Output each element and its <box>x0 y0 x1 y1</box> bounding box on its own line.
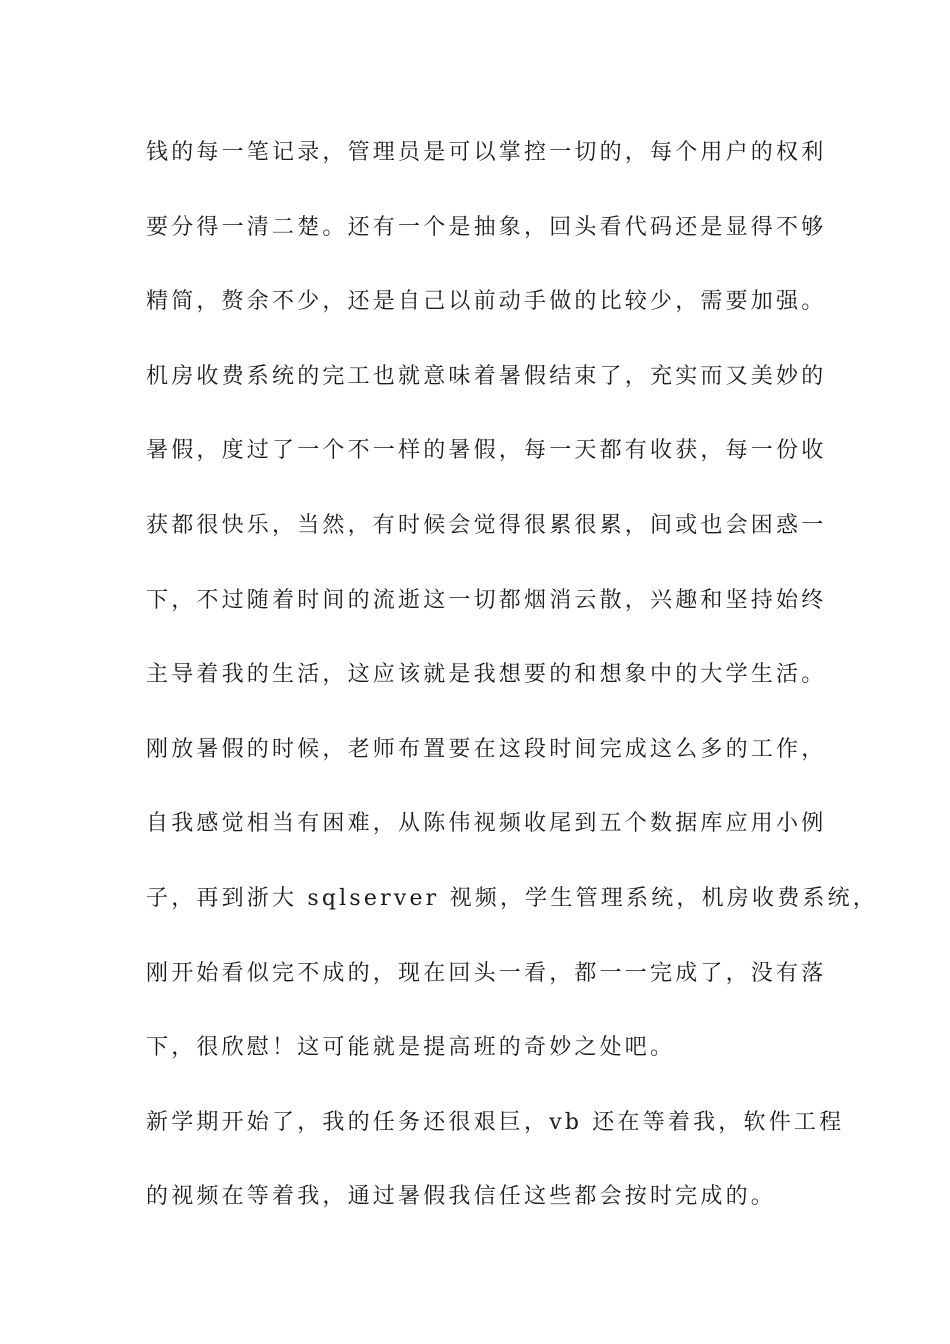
body-text <box>146 133 878 1252</box>
text-line: 自我感觉相当有困难，从陈伟视频收尾到五个数据库应用小例 <box>146 811 827 837</box>
text-line: 的视频在等着我，通过暑假我信任这些都会按时完成的。 <box>146 1184 777 1210</box>
text-line: 获都很快乐，当然，有时候会觉得很累很累，间或也会困惑一 <box>146 512 827 538</box>
text-line: 刚开始看似完不成的，现在回头一看，都一一完成了，没有落 <box>146 960 827 986</box>
text-line: 暑假，度过了一个不一样的暑假，每一天都有收获，每一份收 <box>146 438 827 464</box>
text-line: 下，不过随着时间的流逝这一切都烟消云散，兴趣和坚持始终 <box>146 587 827 613</box>
text-line: 刚放暑假的时候，老师布置要在这段时间完成这么多的工作， <box>146 736 827 762</box>
text-line: 主导着我的生活，这应该就是我想要的和想象中的大学生活。 <box>146 662 827 688</box>
text-line: 机房收费系统的完工也就意味着暑假结束了，充实而又美妙的 <box>146 363 827 389</box>
text-line: 精简，赘余不少，还是自己以前动手做的比较少，需要加强。 <box>146 289 827 315</box>
text-line: 要分得一清二楚。还有一个是抽象，回头看代码还是显得不够 <box>146 214 827 240</box>
text-line: 子，再到浙大 sqlserver 视频，学生管理系统，机房收费系统， <box>146 885 878 911</box>
text-line: 钱的每一笔记录，管理员是可以掌控一切的，每个用户的权利 <box>146 140 827 165</box>
text-line: 新学期开始了，我的任务还很艰巨，vb 还在等着我，软件工程 <box>146 1109 845 1135</box>
text-line: 下，很欣慰！这可能就是提高班的奇妙之处吧。 <box>146 1035 676 1061</box>
